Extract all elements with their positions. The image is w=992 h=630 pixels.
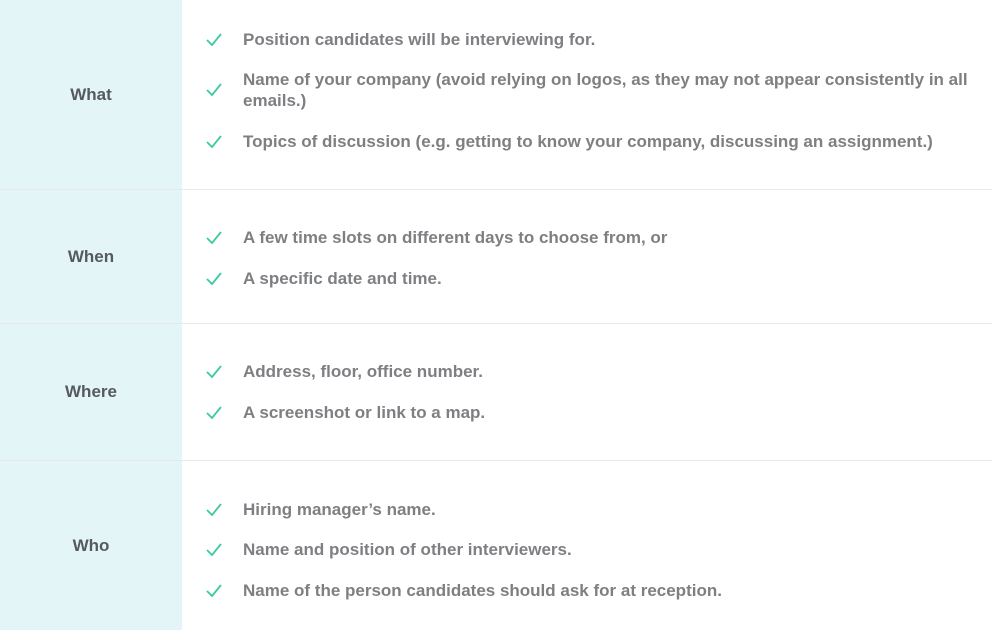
item-text: Hiring manager’s name. [243,500,436,519]
check-icon [206,83,222,97]
check-icon [206,406,222,420]
row-label-cell [0,0,182,189]
row-label: Who [72,535,110,555]
item-text: A screenshot or link to a map. [243,403,486,422]
row-what [0,0,992,189]
check-icon [206,272,222,286]
item-text: Name of your company (avoid relying on logos, as they may not appear consistently in all emails.) [243,70,968,110]
row-label: What [70,84,112,104]
check-icon [206,365,222,379]
item-text: A few time slots on different days to choose from, or [243,228,668,247]
item-text: Name of the person candidates should ask for at reception. [243,581,722,600]
check-icon [206,584,222,598]
row-items [182,0,992,189]
check-icon [206,231,222,245]
item-text: Topics of discussion (e.g. getting to know your company, discussing an assignment.) [243,132,933,151]
check-icon [206,503,222,517]
row-items [182,324,992,460]
item-text: Position candidates will be interviewing for. [243,30,596,49]
check-icon [206,135,222,149]
row-who [0,461,992,630]
row-when [0,190,992,323]
row-items [182,190,992,323]
row-label-cell [0,461,182,630]
check-icon [206,543,222,557]
row-items [182,461,992,630]
row-label-cell [0,190,182,323]
check-icon [206,33,222,47]
item-text: Name and position of other interviewers. [243,540,572,559]
item-text: Address, floor, office number. [243,362,483,381]
row-where [0,324,992,460]
item-text: A specific date and time. [243,269,442,288]
row-label-cell [0,324,182,460]
row-label: Where [65,382,117,401]
row-label: When [67,246,115,266]
